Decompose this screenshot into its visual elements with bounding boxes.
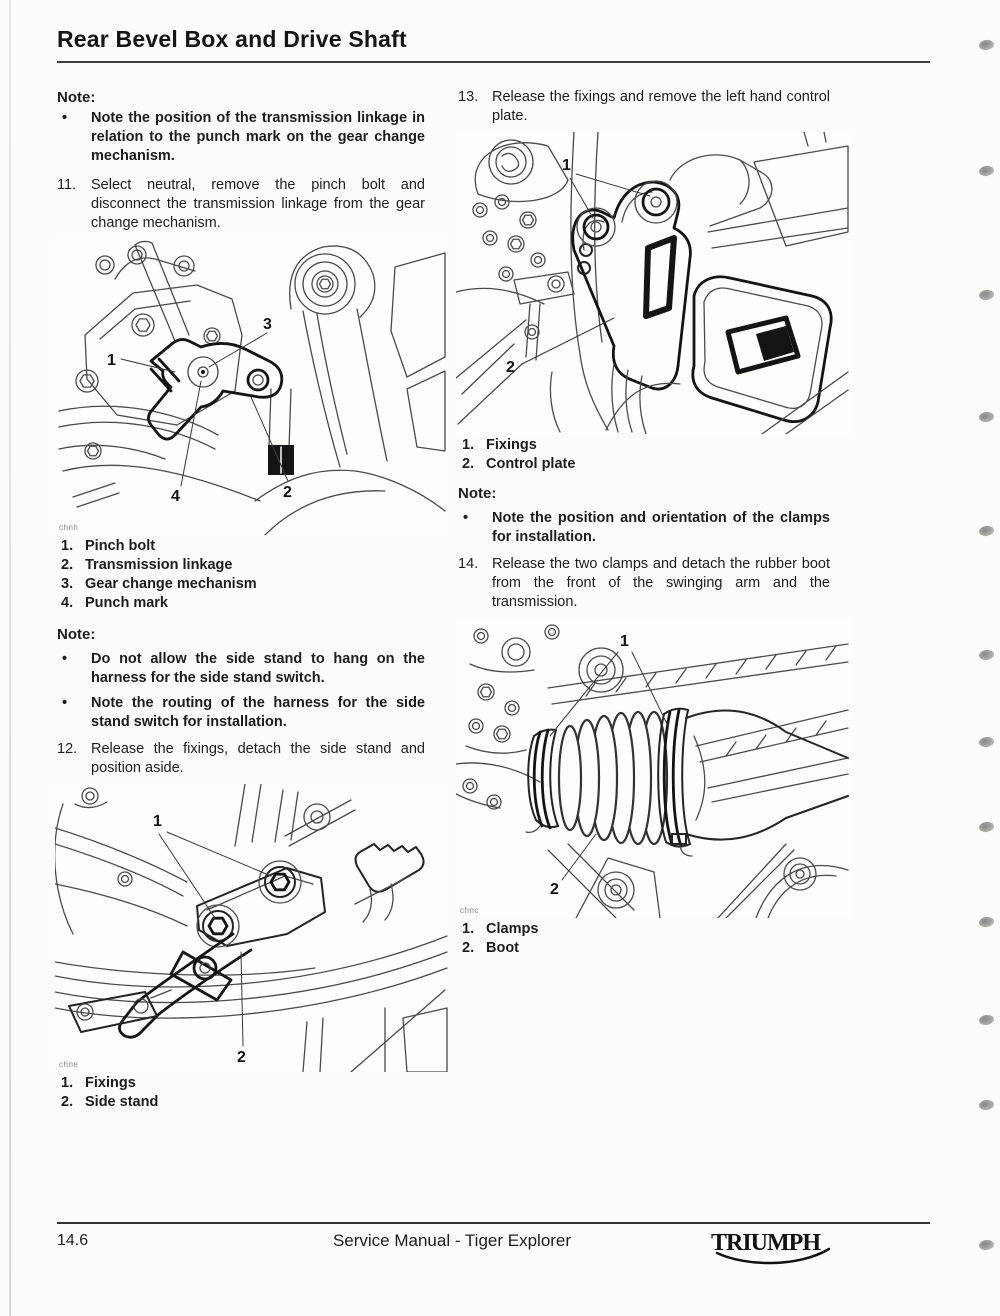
note-bullet — [57, 650, 425, 688]
legend-row — [57, 1093, 450, 1112]
binder-hole — [978, 289, 994, 301]
callout-2: 2 — [550, 881, 559, 898]
note-bullet — [57, 694, 425, 732]
callout-1: 1 — [562, 157, 571, 174]
gear-change-drawing — [55, 239, 448, 535]
footer-page-number: 14.6 — [57, 1232, 89, 1249]
callout-4: 4 — [171, 488, 180, 505]
legend-row — [57, 556, 450, 575]
legend-number: 2. — [462, 456, 475, 472]
legend-label: Gear change mechanism — [85, 576, 257, 592]
footer-title: Service Manual - Tiger Explorer — [332, 1231, 572, 1250]
legend-number: 2. — [61, 557, 74, 573]
binder-hole — [978, 821, 994, 833]
legend-number: 2. — [61, 1094, 74, 1110]
legend-number: 1. — [61, 538, 74, 554]
note-bullet-text: Note the position and orientation of the clamps for installation. — [492, 510, 830, 545]
step-text: Release the fixings and remove the left hand control plate. — [492, 89, 830, 124]
binder-hole — [978, 39, 994, 51]
binder-hole — [978, 411, 994, 423]
figure-code: chne — [59, 1060, 79, 1069]
legend-row — [458, 920, 853, 939]
figure-2-legend — [57, 1074, 450, 1112]
figure-4-legend — [458, 920, 853, 958]
step-number: 11. — [57, 177, 77, 193]
step-text: Release the fixings, detach the side stand and position aside. — [91, 741, 425, 776]
step-13 — [458, 88, 830, 126]
note-bullet-text: Do not allow the side stand to hang on the harness for the side stand switch. — [91, 651, 425, 686]
figure-code: chnc — [460, 906, 479, 915]
legend-row — [57, 594, 450, 613]
legend-row — [458, 436, 853, 455]
step-number: 12. — [57, 741, 78, 757]
legend-label: Boot — [486, 940, 520, 956]
bullet-marker: • — [62, 110, 68, 126]
callout-1: 1 — [153, 813, 162, 830]
step-text: Select neutral, remove the pinch bolt and disconnect the transmission linkage from the gear change mechanism. — [91, 177, 425, 231]
binder-hole — [978, 736, 994, 748]
step-12 — [57, 740, 425, 778]
legend-number: 1. — [61, 1075, 74, 1091]
binder-hole — [978, 916, 994, 928]
binder-hole — [978, 525, 994, 537]
bullet-marker: • — [463, 510, 469, 526]
step-11 — [57, 176, 425, 233]
step-number: 14. — [458, 556, 479, 572]
note-heading: Note: — [57, 89, 96, 106]
bullet-marker: • — [62, 651, 68, 667]
figure-3-legend — [458, 436, 853, 474]
step-number: 13. — [458, 89, 479, 105]
figure-control-plate — [456, 132, 853, 434]
legend-row — [458, 939, 853, 958]
note-heading: Note: — [57, 626, 96, 643]
step-14 — [458, 555, 830, 612]
figure-gear-change — [55, 239, 450, 535]
legend-number: 4. — [61, 595, 74, 611]
legend-row — [57, 537, 450, 556]
legend-number: 2. — [462, 940, 475, 956]
callout-2: 2 — [237, 1049, 246, 1066]
note-heading: Note: — [458, 485, 497, 502]
right-column — [458, 88, 853, 958]
figure-side-stand — [55, 784, 450, 1072]
legend-label: Pinch bolt — [85, 538, 156, 554]
legend-label: Side stand — [85, 1094, 159, 1110]
side-stand-drawing — [55, 784, 448, 1072]
triumph-logo — [705, 1224, 837, 1273]
legend-label: Control plate — [486, 456, 576, 472]
binder-hole — [978, 165, 994, 177]
note-bullet-text: Note the position of the transmission linkage in relation to the punch mark on the gear change mechanism. — [91, 110, 425, 164]
legend-number: 3. — [61, 576, 74, 592]
triumph-logo-text: TRIUMPH — [711, 1230, 820, 1256]
control-plate-drawing — [456, 132, 851, 434]
legend-label: Clamps — [486, 921, 539, 937]
bullet-marker: • — [62, 695, 68, 711]
callout-2: 2 — [283, 484, 292, 501]
note-bullet-text: Note the routing of the harness for the side stand switch for installation. — [91, 695, 425, 730]
binder-hole — [978, 1014, 994, 1026]
page-title: Rear Bevel Box and Drive Shaft — [57, 26, 407, 52]
legend-label: Transmission linkage — [85, 557, 233, 573]
callout-2: 2 — [506, 359, 515, 376]
legend-row — [57, 575, 450, 594]
callout-3: 3 — [263, 316, 272, 333]
step-text: Release the two clamps and detach the rubber boot from the front of the swinging arm and the transmission. — [492, 556, 830, 610]
legend-number: 1. — [462, 437, 475, 453]
legend-label: Fixings — [85, 1075, 136, 1091]
legend-label: Fixings — [486, 437, 537, 453]
binder-hole — [978, 1099, 994, 1111]
callout-1: 1 — [107, 352, 116, 369]
figure-code: chnh — [59, 523, 79, 532]
callout-1: 1 — [620, 633, 629, 650]
figure-1-legend — [57, 537, 450, 613]
legend-row — [57, 1074, 450, 1093]
binder-hole — [978, 649, 994, 661]
legend-row — [458, 455, 853, 474]
binder-hole — [978, 1239, 994, 1251]
legend-label: Punch mark — [85, 595, 168, 611]
note-bullet — [458, 509, 830, 547]
title-divider — [57, 61, 930, 63]
figure-rubber-boot — [456, 618, 853, 918]
rubber-boot-drawing — [456, 618, 851, 918]
note-bullet — [57, 109, 425, 166]
page-edge-artifact — [9, 0, 11, 1316]
legend-number: 1. — [462, 921, 475, 937]
left-column — [57, 88, 450, 1112]
